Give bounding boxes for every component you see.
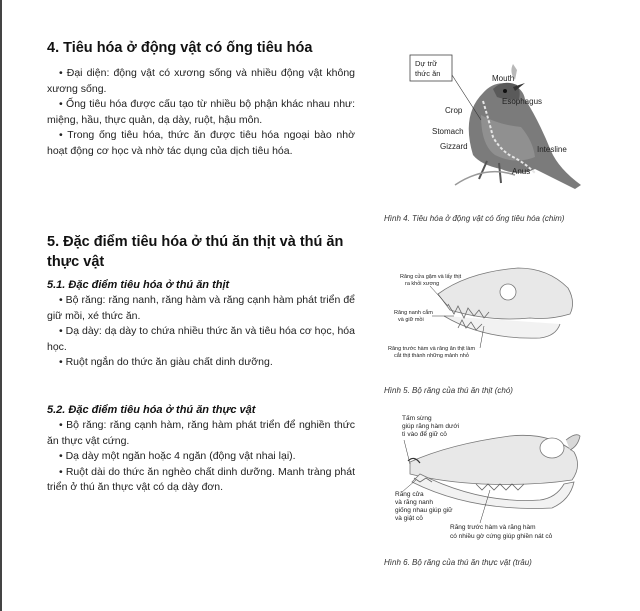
- fig4-label-anus: Anus: [512, 167, 531, 176]
- fig6-label-incisors-2: và răng nanh: [395, 499, 433, 506]
- fig4-box-label-2: thức ăn: [415, 69, 441, 78]
- figure-4-bird-diagram: [395, 45, 595, 205]
- section-4-paragraph: • Đại diện: động vật có xương sống và nhiều động vật không xương sống.: [47, 67, 355, 95]
- fig5-label-canines-2: và giữ mồi: [398, 317, 424, 323]
- section-4: [47, 38, 355, 159]
- fig6-label-incisors-4: và giật cỏ: [395, 515, 423, 522]
- section-5-2-paragraph: • Dạ dày một ngăn hoặc 4 ngăn (động vật nhai lại).: [59, 450, 296, 462]
- fig4-label-stomach: Stomach: [432, 127, 464, 136]
- section-5-title: 5. Đặc điểm tiêu hóa ở thú ăn thịt và thú ăn thực vật: [47, 234, 344, 270]
- figure-6-buffalo-skull-diagram: [380, 404, 585, 546]
- fig5-label-premolars-2: cắt thịt thành những mảnh nhỏ: [394, 353, 469, 359]
- figure-5-dog-skull-diagram: [380, 256, 580, 364]
- figure-5-caption: Hình 5. Bộ răng của thú ăn thịt (chó): [384, 386, 513, 395]
- section-5-2-title: 5.2. Đặc điểm tiêu hóa ở thú ăn thực vật: [47, 404, 256, 416]
- section-5-2: [47, 403, 355, 496]
- section-5-2-paragraph: • Ruột dài do thức ăn nghèo chất dinh dưỡng. Manh tràng phát triển ở thú ăn thực vật có dạ dày đơn.: [47, 465, 355, 493]
- section-5: [47, 232, 355, 371]
- fig4-box-label-1: Dự trữ: [415, 59, 438, 68]
- fig6-label-incisors-1: Răng cửa: [395, 491, 424, 498]
- fig4-label-esophagus: Esophagus: [502, 97, 543, 106]
- section-5-1-paragraph: • Ruột ngắn do thức ăn giàu chất dinh dưỡng.: [59, 356, 273, 368]
- fig4-label-mouth: Mouth: [492, 74, 515, 83]
- fig4-label-gizzard: Gizzard: [440, 142, 468, 151]
- section-5-2-paragraph: • Bộ răng: răng cạnh hàm, răng hàm phát triển để nghiền thức ăn thực vật cứng.: [47, 419, 355, 447]
- section-4-paragraph: • Ống tiêu hóa được cấu tạo từ nhiều bộ phận khác nhau như: miệng, hầu, thực quản, dạ dày, ruột, hậu môn.: [47, 98, 355, 126]
- figure-4-caption: Hình 4. Tiêu hóa ở động vật có ống tiêu hóa (chim): [384, 214, 565, 223]
- fig5-label-premolars-1: Răng trước hàm và răng ăn thịt làm: [388, 346, 476, 352]
- fig5-label-canines-1: Răng nanh cắm: [394, 310, 433, 316]
- fig6-label-horn-pad-3: tì vào để giữ cỏ: [402, 431, 447, 438]
- fig5-label-incisors-1: Răng cửa gặm và lấy thịt: [400, 274, 462, 280]
- section-5-1-title: 5.1. Đặc điểm tiêu hóa ở thú ăn thịt: [47, 279, 230, 291]
- fig6-label-incisors-3: giống nhau giúp giữ: [395, 507, 453, 514]
- fig5-label-incisors-2: ra khỏi xương: [405, 281, 440, 287]
- fig4-label-intestine: Intesline: [537, 145, 567, 154]
- fig6-pointer-3: [480, 490, 490, 523]
- section-4-paragraph: • Trong ống tiêu hóa, thức ăn được tiêu hóa ngoại bào nhờ hoạt động cơ học và nhờ tác dụng của dịch tiêu hóa.: [47, 129, 355, 157]
- fig6-label-molars-1: Răng trước hàm và răng hàm: [450, 524, 536, 531]
- fig6-label-horn-pad-2: giúp răng hàm dưới: [402, 423, 460, 430]
- figure-6-caption: Hình 6. Bộ răng của thú ăn thực vật (trâu): [384, 558, 532, 567]
- section-5-1-paragraph: • Bộ răng: răng nanh, răng hàm và răng cạnh hàm phát triển để giữ mồi, xé thức ăn.: [47, 294, 355, 322]
- section-5-1-paragraph: • Dạ dày: dạ dày to chứa nhiều thức ăn và tiêu hóa cơ học, hóa học.: [47, 325, 355, 353]
- fig6-label-horn-pad-1: Tấm sừng: [402, 415, 432, 422]
- fig6-pointer-1: [404, 440, 410, 464]
- fig6-label-molars-2: có nhiều gờ cứng giúp ghiền nát cỏ: [450, 533, 553, 540]
- page-left-rule: [0, 0, 2, 611]
- fig4-label-crop: Crop: [445, 106, 463, 115]
- buffalo-skull-illustration: [408, 435, 580, 509]
- section-4-title: 4. Tiêu hóa ở động vật có ống tiêu hóa: [47, 40, 313, 56]
